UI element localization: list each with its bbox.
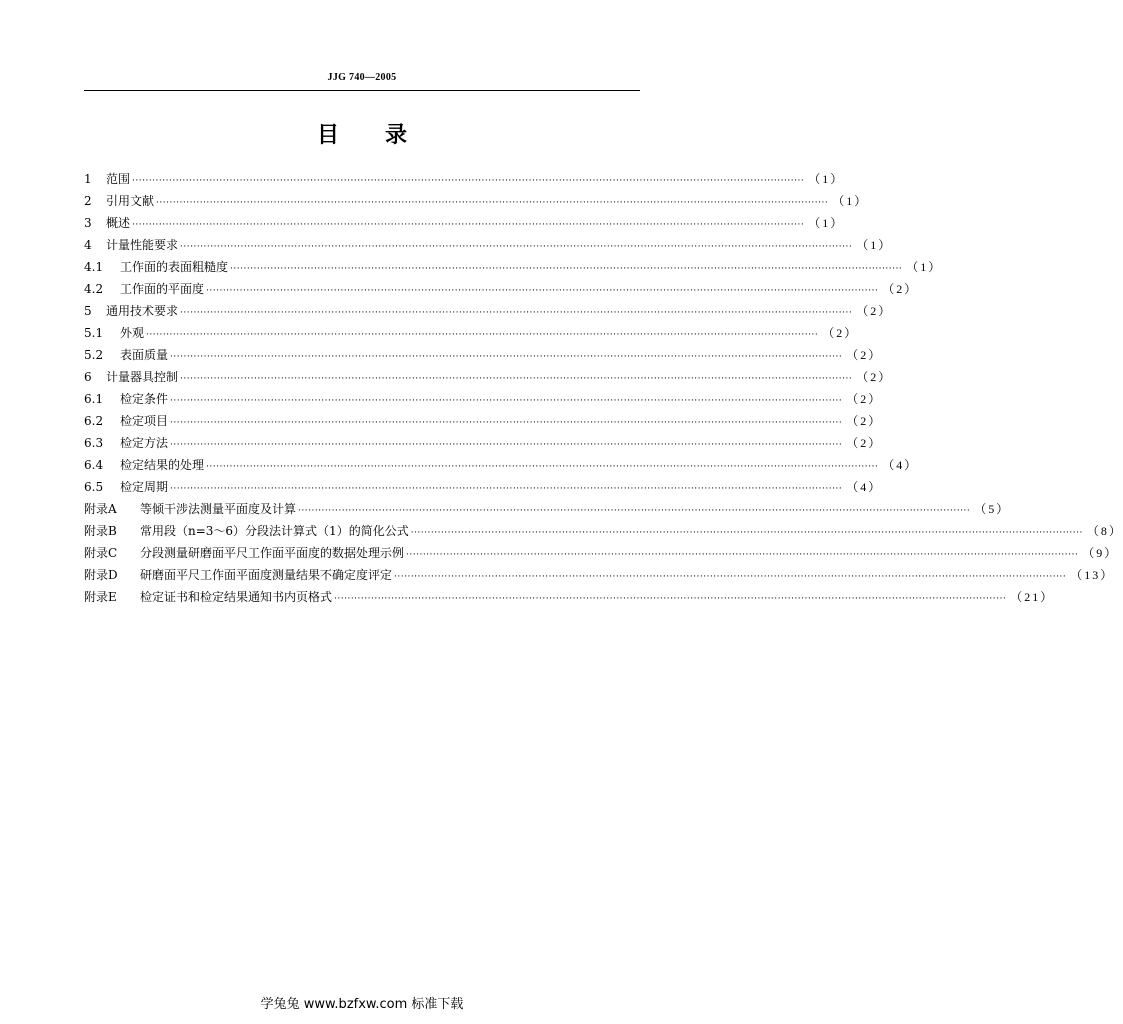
toc-entry-title: 工作面的表面粗糙度 [120,260,229,274]
toc-entry-title: 计量性能要求 [106,238,179,252]
toc-entry [84,564,1115,586]
toc-entry [84,586,1055,608]
toc-entry-title: 检定条件 [120,392,169,406]
toc-entry [84,520,1123,542]
toc-entry-page: （1） [808,172,845,186]
toc-entry-title: 常用段（n=3～6）分段法计算式（1）的简化公式 [140,524,409,538]
toc-entry-number: 6.4 [84,458,104,472]
toc-entry-number: 附录E [84,590,117,604]
toc-dot-leader: ········································································································································································································ [170,396,843,406]
toc-entry-number: 附录B [84,524,117,538]
toc-dot-leader: ········································································································································································································ [180,308,853,318]
toc-entry-number: 附录C [84,546,118,560]
toc-entry-number: 6 [84,370,92,384]
toc-entry-page: （1） [832,194,869,208]
toc-entry [84,388,883,410]
toc-entry-page: （2） [846,436,883,450]
toc-dot-leader: ········································································································································································································ [180,374,853,384]
toc-entry [84,454,919,476]
toc-entry-number: 6.5 [84,480,104,494]
toc-entry-number: 2 [84,194,92,208]
toc-entry [84,476,883,498]
toc-entry-number: 6.2 [84,414,104,428]
toc-entry-page: （2） [822,326,859,340]
toc-entry-title: 检定项目 [120,414,169,428]
toc-entry-title: 等倾干涉法测量平面度及计算 [140,502,297,516]
toc-dot-leader: ········································································································································································································ [132,220,805,230]
page-title: 目录 [316,123,453,148]
footer-watermark-text: 学兔兔 www.bzfxw.com 标准下载 [260,997,464,1012]
toc-dot-leader: ········································································································································································································ [156,198,829,208]
toc-entry-title: 工作面的平面度 [120,282,205,296]
toc-entry-title: 分段测量研磨面平尺工作面平面度的数据处理示例 [140,546,405,560]
toc-entry-number: 3 [84,216,92,230]
toc-dot-leader: ········································································································································································································ [146,330,819,340]
toc-dot-leader: ········································································································································································································ [132,176,805,186]
toc-entry [84,432,883,454]
toc-entry [84,256,943,278]
toc-dot-leader: ········································································································································································································ [410,528,1083,538]
toc-entry-page: （5） [974,502,1011,516]
toc-entry-title: 检定方法 [120,436,169,450]
toc-entry-page: （1） [906,260,943,274]
toc-entry-number: 4.1 [84,260,104,274]
toc-entry [84,168,845,190]
toc-entry-page: （2） [846,348,883,362]
toc-entry-page: （2） [856,304,893,318]
header-rule [84,90,640,91]
toc-dot-leader: ········································································································································································································ [206,286,879,296]
toc-entry-title: 引用文献 [106,194,155,208]
toc-entry-number: 4.2 [84,282,104,296]
toc-entry-number: 附录A [84,502,117,516]
toc-entry-page: （2） [846,414,883,428]
toc-entry-page: （8） [1086,524,1123,538]
toc-entry-title: 检定结果的处理 [120,458,205,472]
toc-entry [84,498,1011,520]
toc-dot-leader: ········································································································································································································ [334,594,1007,604]
toc-entry [84,212,845,234]
toc-dot-leader: ········································································································································································································ [298,506,971,516]
toc-entry-page: （21） [1010,590,1055,604]
toc-entry-title: 表面质量 [120,348,169,362]
toc-entry-title: 计量器具控制 [106,370,179,384]
toc-entry-number: 5.1 [84,326,104,340]
toc-entry [84,344,883,366]
toc-entry-title: 研磨面平尺工作面平面度测量结果不确定度评定 [140,568,393,582]
toc-dot-leader: ········································································································································································································ [406,550,1079,560]
toc-entry-title: 概述 [106,216,131,230]
toc-entry-number: 5 [84,304,92,318]
toc-entry-number: 6.3 [84,436,104,450]
table-of-contents [84,168,1123,608]
toc-entry-title: 范围 [106,172,131,186]
toc-entry [84,190,869,212]
toc-entry [84,322,859,344]
toc-entry-page: （13） [1070,568,1115,582]
toc-entry [84,300,893,322]
toc-entry-number: 5.2 [84,348,104,362]
toc-entry [84,542,1119,564]
toc-dot-leader: ········································································································································································································ [230,264,903,274]
toc-entry-number: 1 [84,172,92,186]
toc-entry-number: 附录D [84,568,118,582]
toc-entry-page: （2） [882,282,919,296]
toc-entry-page: （4） [846,480,883,494]
toc-entry-page: （1） [808,216,845,230]
toc-entry-title: 检定证书和检定结果通知书内页格式 [140,590,333,604]
toc-entry-title: 检定周期 [120,480,169,494]
document-code-header: JJG 740—2005 [327,72,397,83]
toc-entry-page: （2） [856,370,893,384]
toc-entry-title: 外观 [120,326,145,340]
toc-entry-number: 4 [84,238,92,252]
toc-entry [84,366,893,388]
toc-entry [84,234,893,256]
toc-entry-page: （9） [1082,546,1119,560]
toc-dot-leader: ········································································································································································································ [180,242,853,252]
toc-dot-leader: ········································································································································································································ [206,462,879,472]
toc-dot-leader: ········································································································································································································ [170,352,843,362]
toc-dot-leader: ········································································································································································································ [170,440,843,450]
toc-entry [84,410,883,432]
toc-entry-page: （2） [846,392,883,406]
toc-entry-number: 6.1 [84,392,104,406]
toc-entry [84,278,919,300]
toc-entry-title: 通用技术要求 [106,304,179,318]
toc-dot-leader: ········································································································································································································ [170,418,843,428]
toc-entry-page: （1） [856,238,893,252]
toc-entry-page: （4） [882,458,919,472]
toc-dot-leader: ········································································································································································································ [170,484,843,494]
toc-dot-leader: ········································································································································································································ [394,572,1067,582]
